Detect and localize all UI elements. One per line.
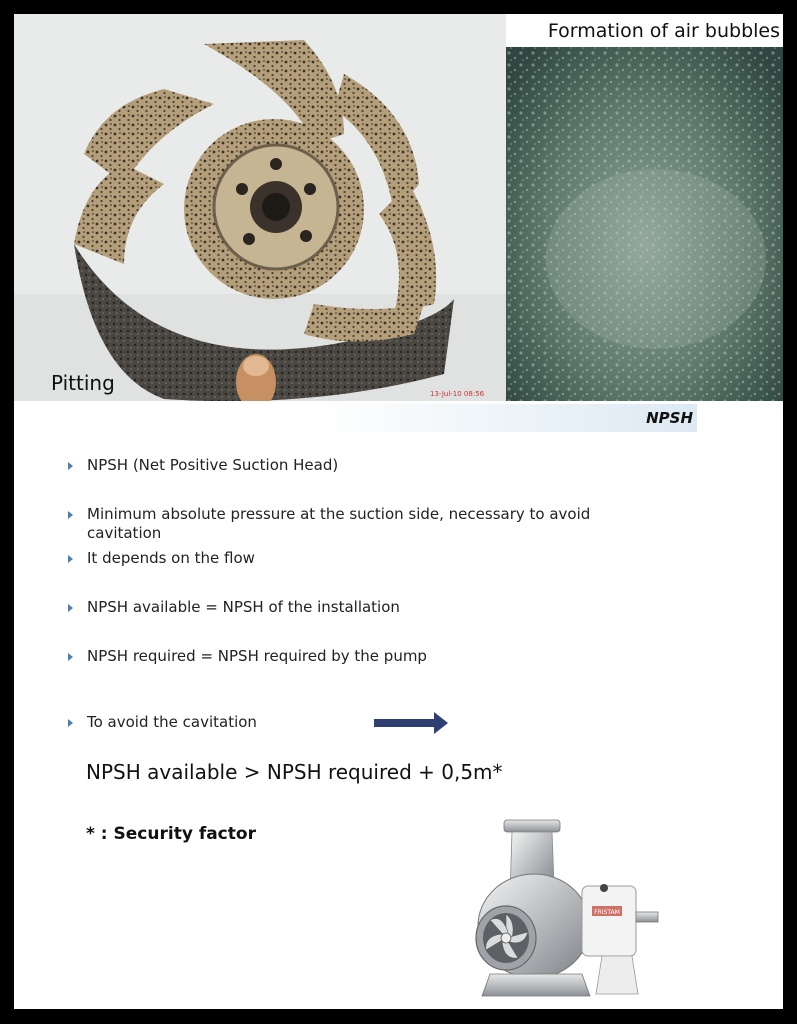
bullet-triangle-icon xyxy=(68,462,73,470)
bullet-text: NPSH required = NPSH required by the pump xyxy=(87,647,427,665)
bullet-triangle-icon xyxy=(68,555,73,563)
air-bubbles-photo xyxy=(506,14,783,401)
bullet-item xyxy=(68,598,628,617)
bullet-text: It depends on the flow xyxy=(87,549,255,567)
bullet-triangle-icon xyxy=(68,719,73,727)
bullet-item xyxy=(68,505,628,543)
bullet-text: NPSH (Net Positive Suction Head) xyxy=(87,456,339,474)
npsh-tag: NPSH xyxy=(646,409,693,427)
npsh-formula: NPSH available > NPSH required + 0,5m* xyxy=(86,760,503,784)
bullet-text: Minimum absolute pressure at the suction side, necessary to avoid cavitation xyxy=(87,505,591,542)
npsh-header-bar xyxy=(314,404,697,432)
security-footnote: * : Security factor xyxy=(86,824,256,844)
bullet-triangle-icon xyxy=(68,653,73,661)
pump-brand-label: FRISTAM xyxy=(594,909,620,916)
bullet-triangle-icon xyxy=(68,604,73,612)
right-arrow-icon xyxy=(374,711,450,735)
bullet-triangle-icon xyxy=(68,511,73,519)
pitting-caption: Pitting xyxy=(51,371,115,395)
bullet-item xyxy=(68,647,628,666)
centrifugal-pump-image xyxy=(462,814,672,1004)
photo-timestamp: 13-Jul-10 08:56 xyxy=(430,390,485,398)
impeller-image xyxy=(14,14,506,401)
bullet-text: To avoid the cavitation xyxy=(87,713,257,731)
bullet-item xyxy=(68,549,628,568)
bullet-text: NPSH available = NPSH of the installation xyxy=(87,598,400,616)
bubbles-image xyxy=(506,14,783,401)
pitting-photo xyxy=(14,14,506,401)
slide xyxy=(14,14,783,1009)
bullet-item xyxy=(68,456,628,475)
air-bubbles-caption: Formation of air bubbles xyxy=(547,20,780,42)
bullet-item xyxy=(68,713,628,732)
